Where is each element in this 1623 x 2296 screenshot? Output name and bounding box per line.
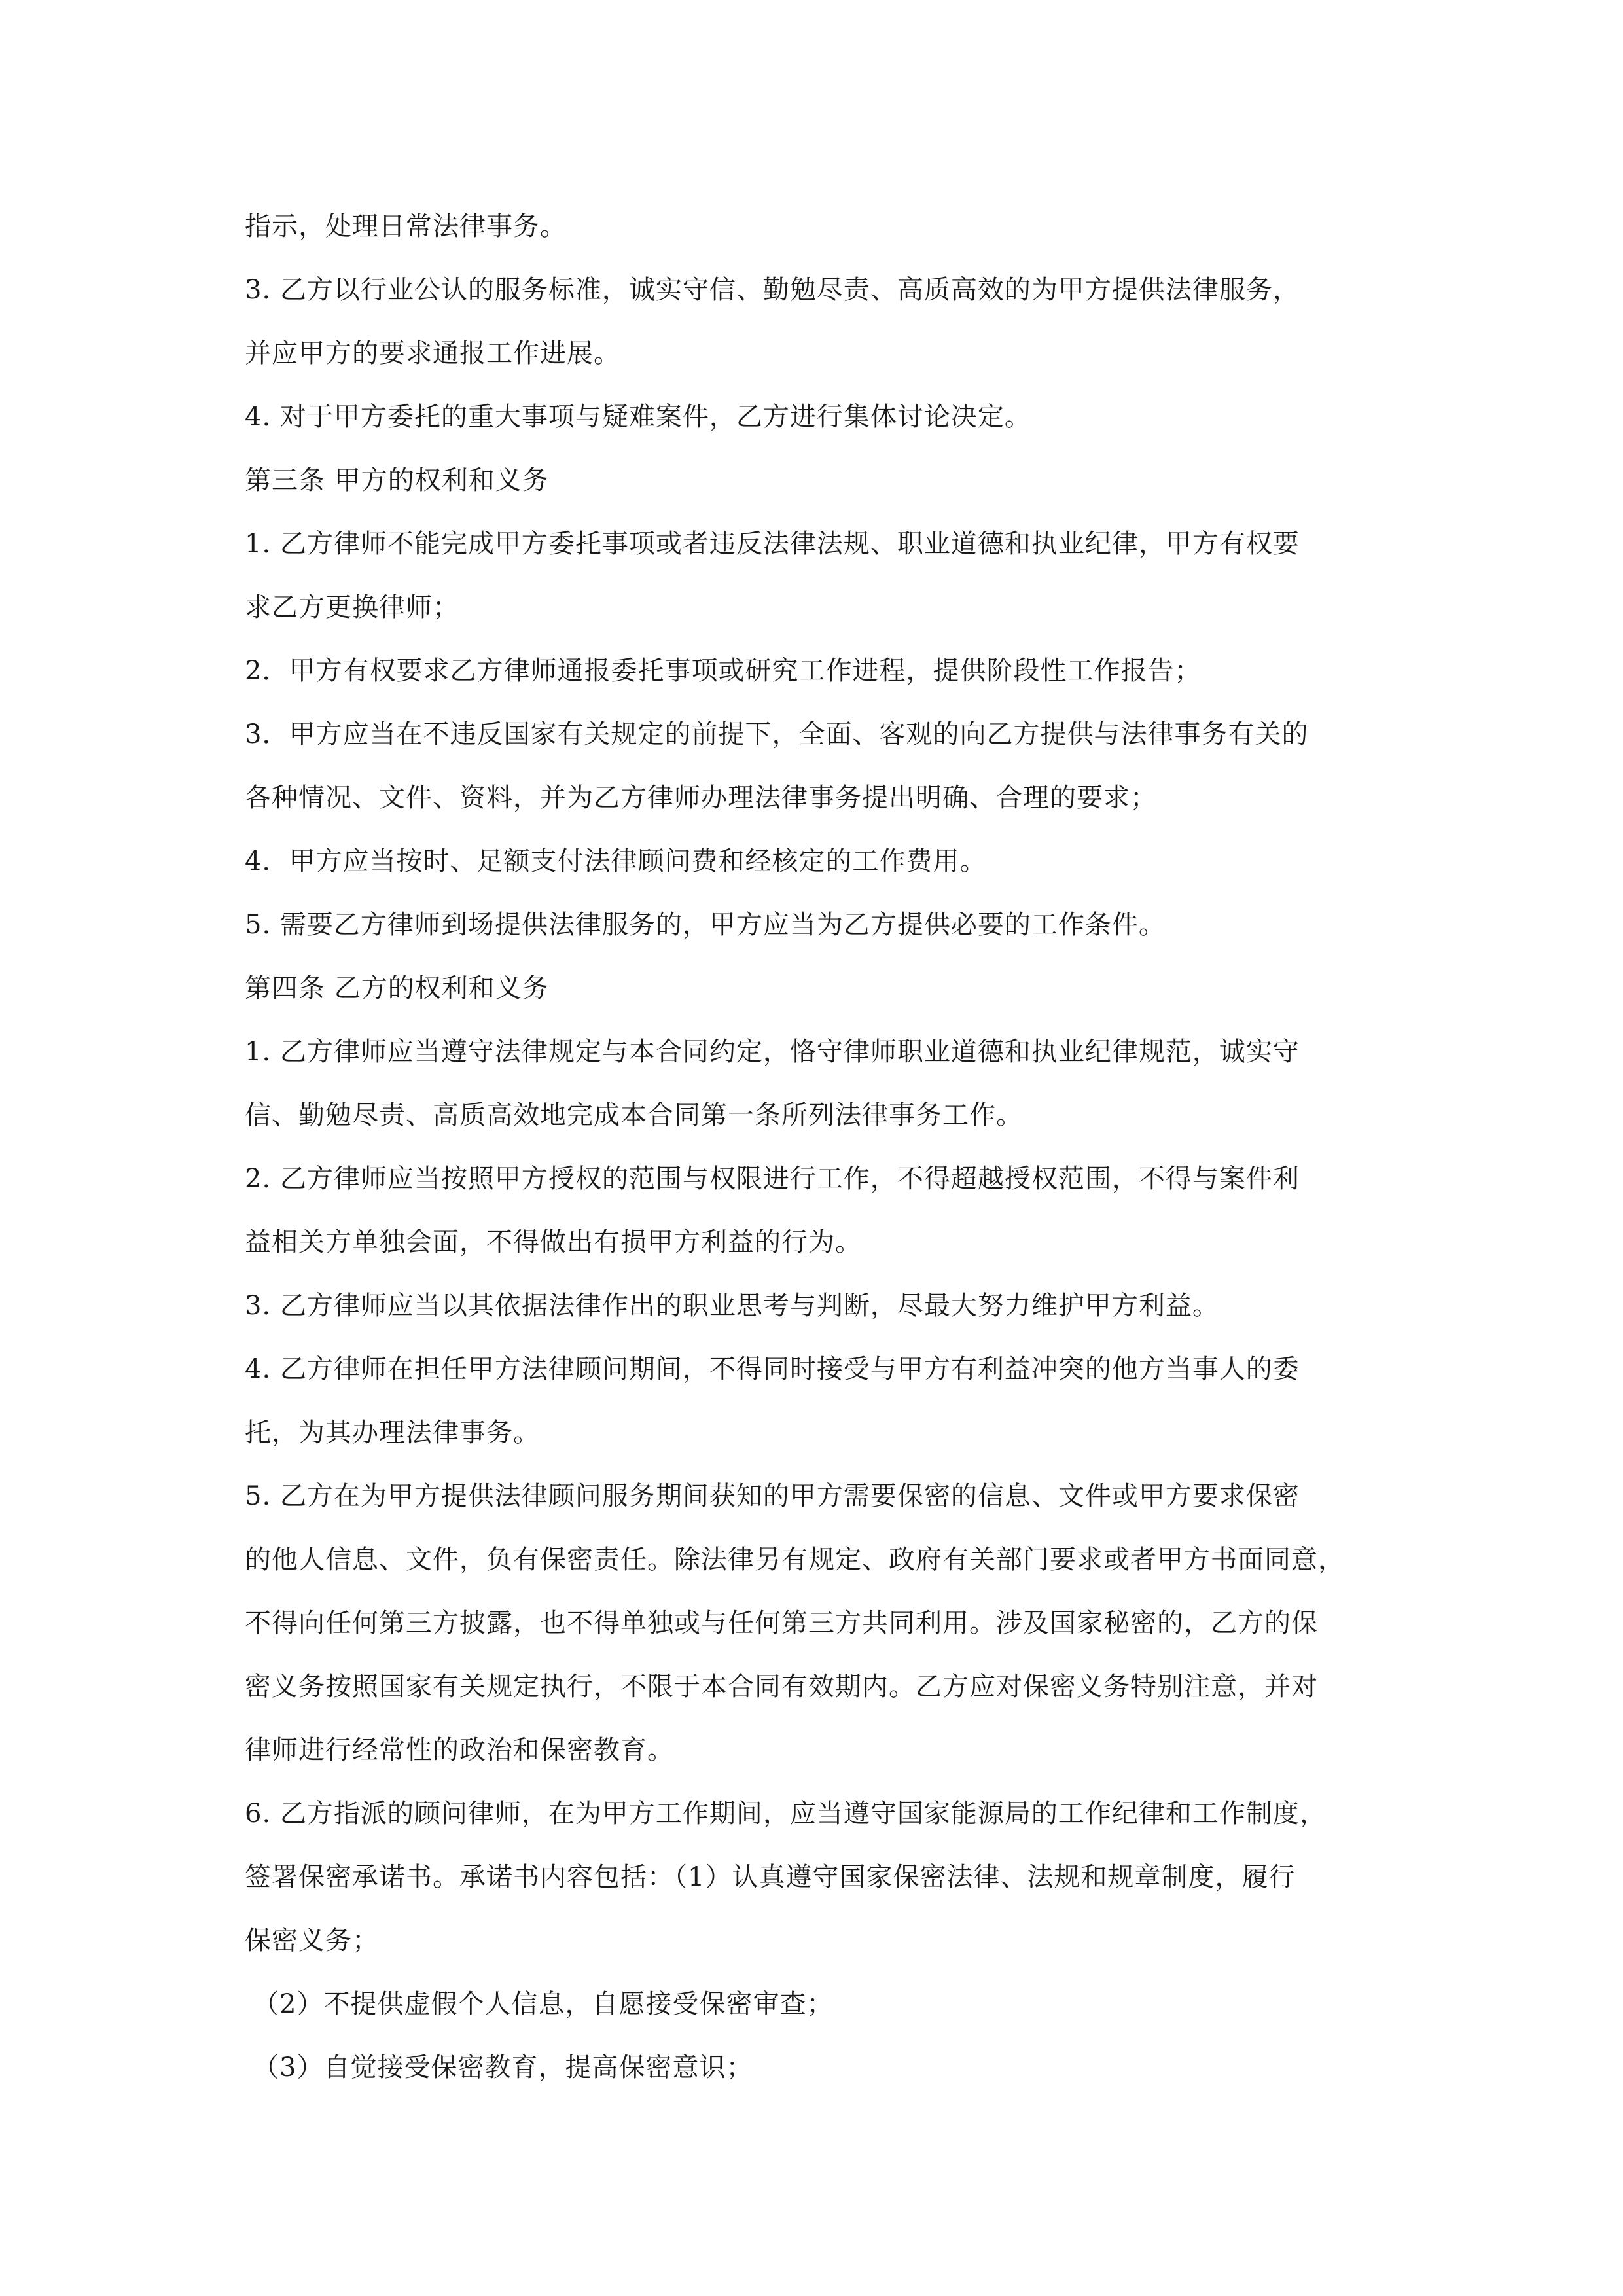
text-line: 1. 乙方律师应当遵守法律规定与本合同约定，恪守律师职业道德和执业纪律规范，诚实守: [245, 1037, 1300, 1067]
text-line: 益相关方单独会面，不得做出有损甲方利益的行为。: [245, 1227, 862, 1257]
text-line: 信、勤勉尽责、高质高效地完成本合同第一条所列法律事务工作。: [245, 1100, 1023, 1130]
text-line: 密义务按照国家有关规定执行，不限于本合同有效期内。乙方应对保密义务特别注意，并对: [245, 1672, 1318, 1702]
text-line: 3．甲方应当在不违反国家有关规定的前提下，全面、客观的向乙方提供与法律事务有关的: [245, 719, 1309, 749]
text-line: 保密义务；: [245, 1926, 379, 1956]
document-body: [245, 195, 1383, 2100]
text-line: 并应甲方的要求通报工作进展。: [245, 338, 620, 368]
text-line: 3. 乙方律师应当以其依据法律作出的职业思考与判断，尽最大努力维护甲方利益。: [245, 1291, 1219, 1321]
text-line: 1. 乙方律师不能完成甲方委托事项或者违反法律法规、职业道德和执业纪律，甲方有权要: [245, 529, 1300, 559]
text-line: 各种情况、文件、资料，并为乙方律师办理法律事务提出明确、合理的要求；: [245, 783, 1157, 813]
text-line: 指示，处理日常法律事务。: [245, 211, 567, 242]
text-line: 6. 乙方指派的顾问律师，在为甲方工作期间，应当遵守国家能源局的工作纪律和工作制度，: [245, 1799, 1327, 1829]
text-line: 托，为其办理法律事务。: [245, 1418, 540, 1448]
text-line: 律师进行经常性的政治和保密教育。: [245, 1735, 674, 1765]
text-line: 4. 对于甲方委托的重大事项与疑难案件，乙方进行集体讨论决定。: [245, 402, 1031, 432]
text-line: 不得向任何第三方披露，也不得单独或与任何第三方共同利用。涉及国家秘密的，乙方的保: [245, 1608, 1318, 1638]
text-line: 的他人信息、文件，负有保密责任。除法律另有规定、政府有关部门要求或者甲方书面同意，: [245, 1545, 1345, 1575]
section-heading: 第四条 乙方的权利和义务: [245, 973, 549, 1003]
text-line: 签署保密承诺书。承诺书内容包括：（1）认真遵守国家保密法律、法规和规章制度，履行: [245, 1862, 1296, 1892]
text-line: 2. 乙方律师应当按照甲方授权的范围与权限进行工作，不得超越授权范围，不得与案件利: [245, 1164, 1300, 1194]
text-line: 5. 乙方在为甲方提供法律顾问服务期间获知的甲方需要保密的信息、文件或甲方要求保密: [245, 1481, 1300, 1511]
text-line: 5. 需要乙方律师到场提供法律服务的，甲方应当为乙方提供必要的工作条件。: [245, 910, 1166, 940]
text-line: 2．甲方有权要求乙方律师通报委托事项或研究工作进程，提供阶段性工作报告；: [245, 656, 1202, 686]
section-heading: 第三条 甲方的权利和义务: [245, 465, 549, 495]
text-line: 4. 乙方律师在担任甲方法律顾问期间，不得同时接受与甲方有利益冲突的他方当事人的委: [245, 1354, 1300, 1384]
text-line: 4．甲方应当按时、足额支付法律顾问费和经核定的工作费用。: [245, 846, 987, 876]
text-line: 求乙方更换律师；: [245, 592, 459, 622]
text-line: 3. 乙方以行业公认的服务标准，诚实守信、勤勉尽责、高质高效的为甲方提供法律服务，: [245, 275, 1300, 305]
text-line: （2）不提供虚假个人信息，自愿接受保密审查；: [253, 1989, 834, 2019]
text-line: （3）自觉接受保密教育，提高保密意识；: [253, 2053, 753, 2083]
